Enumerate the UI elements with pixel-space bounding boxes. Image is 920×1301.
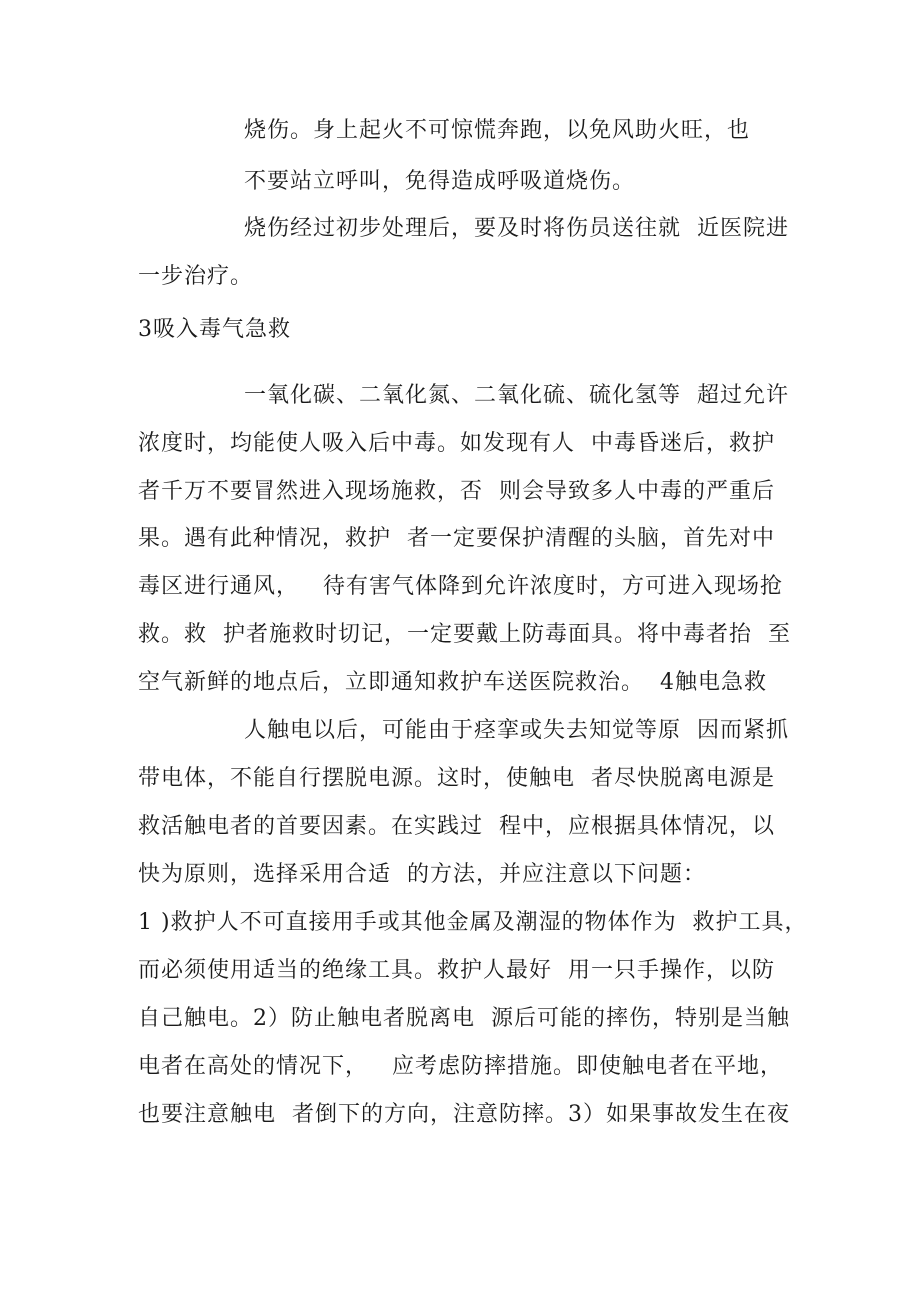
text-line-21: 也要注意触电 者倒下的方向，注意防摔。3）如果事故发生在夜	[138, 1102, 790, 1127]
text-line-11: 救。救 护者施救时切记，一定要戴上防毒面具。将中毒者抬 至	[138, 622, 791, 647]
text-line-4: 一步治疗。	[138, 264, 254, 289]
text-line-1: 烧伤。身上起火不可惊慌奔跑，以免风助火旺，也	[244, 118, 751, 143]
text-line-16: 快为原则，选择采用合适 的方法，并应注意以下问题：	[138, 862, 706, 887]
text-line-18: 而必须使用适当的绝缘工具。救护人最好 用一只手操作，以防	[138, 958, 775, 983]
text-line-7: 浓度时，均能使人吸入后中毒。如发现有人 中毒昏迷后，救护	[138, 431, 775, 456]
text-line-15: 救活触电者的首要因素。在实践过 程中，应根据具体情况，以	[138, 814, 775, 839]
text-line-12: 空气新鲜的地点后，立即通知救护车送医院救治。 4触电急救	[138, 670, 767, 695]
text-line-9: 果。遇有此种情况，救护 者一定要保护清醒的头脑，首先对中	[138, 526, 775, 551]
text-line-2: 不要站立呼叫，免得造成呼吸道烧伤。	[244, 169, 636, 194]
text-line-8: 者千万不要冒然进入现场施救，否 则会导致多人中毒的严重后	[138, 479, 775, 504]
text-line-10: 毒区进行通风， 待有害气体降到允许浓度时，方可进入现场抢	[138, 574, 783, 599]
text-line-6: 一氧化碳、二氧化氮、二氧化硫、硫化氢等 超过允许	[244, 383, 789, 408]
text-line-3: 烧伤经过初步处理后，要及时将伤员送往就 近医院进	[244, 216, 789, 241]
text-line-20: 电者在高处的情况下， 应考虑防摔措施。即使触电者在平地，	[138, 1054, 783, 1079]
text-line-13: 人触电以后，可能由于痉挛或失去知觉等原 因而紧抓	[244, 718, 789, 743]
section-heading-inhalation: 3吸入毒气急救	[138, 317, 291, 342]
text-line-14: 带电体，不能自行摆脱电源。这时，使触电 者尽快脱离电源是	[138, 766, 775, 791]
text-line-19: 自己触电。2）防止触电者脱离电 源后可能的摔伤，特别是当触	[138, 1006, 790, 1031]
text-line-17: 1 )救护人不可直接用手或其他金属及潮湿的物体作为 救护工具，	[138, 910, 808, 935]
